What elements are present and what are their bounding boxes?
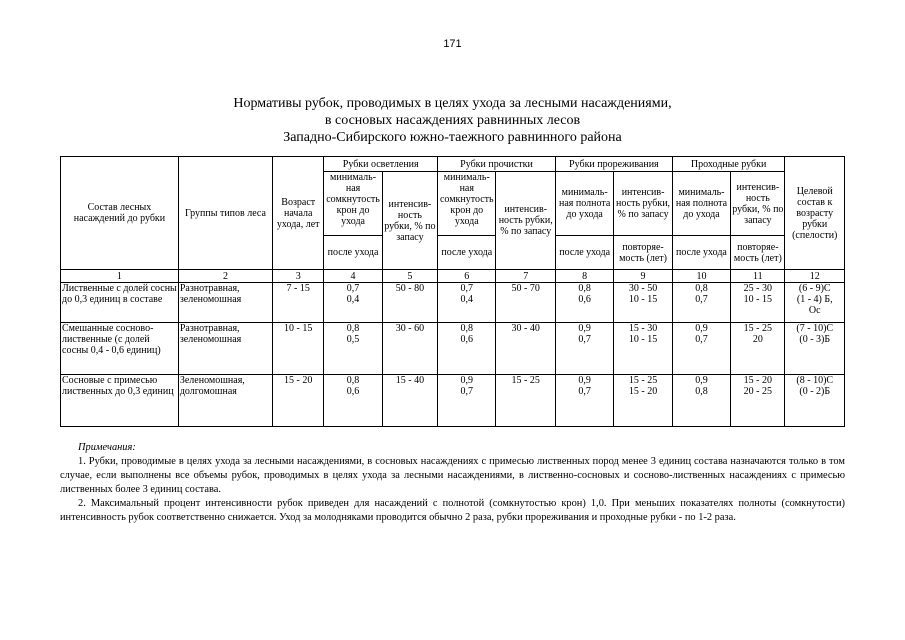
header-intensity: интенсив-ность рубки, % по запасу: [496, 172, 555, 270]
header-after-care: после ухода: [438, 236, 496, 270]
header-passing: Проходные рубки: [672, 157, 785, 172]
cell-value: 0,9 0,7: [438, 375, 496, 427]
column-number: 10: [672, 270, 730, 283]
column-number: 12: [785, 270, 845, 283]
cell-forest-types: Разнотравная, зеленомошная: [178, 283, 272, 323]
column-number: 11: [731, 270, 785, 283]
column-number: 1: [61, 270, 179, 283]
cell-value: 30 - 50 10 - 15: [614, 283, 672, 323]
cell-value: 0,8 0,7: [672, 283, 730, 323]
header-intensity: интенсив-ность рубки, % по запасу: [382, 172, 437, 270]
cell-value: 50 - 80: [382, 283, 437, 323]
header-age: Возраст начала ухода, лет: [273, 157, 324, 270]
cell-value: 15 - 25 15 - 20: [614, 375, 672, 427]
notes-header: Примечания:: [78, 442, 136, 453]
cell-value: 0,9 0,7: [555, 375, 613, 427]
cell-value: 30 - 40: [496, 323, 555, 375]
header-repeat: повторяе-мость (лет): [614, 236, 672, 270]
cell-age: 7 - 15: [273, 283, 324, 323]
cell-composition: Сосновые с примесью лиственных до 0,3 единиц: [61, 375, 179, 427]
cell-age: 10 - 15: [273, 323, 324, 375]
title-line-2: в сосновых насаждениях равнинных лесов: [324, 113, 581, 128]
header-thinning: Рубки прореживания: [555, 157, 672, 172]
cell-value: 15 - 30 10 - 15: [614, 323, 672, 375]
header-min-density-full: минималь-ная полнота до ухода: [555, 172, 613, 236]
header-after-care: после ухода: [672, 236, 730, 270]
header-min-density-full: минималь-ная полнота до ухода: [672, 172, 730, 236]
header-min-density-crown: минималь-ная сомкнутость крон до ухода: [438, 172, 496, 236]
cell-value: 0,9 0,8: [672, 375, 730, 427]
cell-forest-types: Разнотравная, зеленомошная: [178, 323, 272, 375]
cell-composition: Смешанные сосново-лиственные (с долей сосны 0,4 - 0,6 единиц): [61, 323, 179, 375]
column-numbers-row: [61, 270, 845, 283]
cell-value: 0,7 0,4: [438, 283, 496, 323]
header-repeat: повторяе-мость (лет): [731, 236, 785, 270]
header-lightening: Рубки осветления: [324, 157, 438, 172]
header-intensity: интенсив-ность рубки, % по запасу: [731, 172, 785, 236]
table-row: [61, 283, 845, 323]
cell-value: 0,7 0,4: [324, 283, 382, 323]
cell-forest-types: Зеленомошная, долгомошная: [178, 375, 272, 427]
cell-value: 15 - 25: [496, 375, 555, 427]
title-line-1: Нормативы рубок, проводимых в целях ухода за лесными насаждениями,: [233, 96, 672, 111]
cell-value: 15 - 20 20 - 25: [731, 375, 785, 427]
cell-value: 15 - 40: [382, 375, 437, 427]
cell-value: 15 - 25 20: [731, 323, 785, 375]
cell-value: 0,8 0,6: [555, 283, 613, 323]
header-after-care: после ухода: [324, 236, 382, 270]
header-composition: Состав лесных насаждений до рубки: [61, 157, 179, 270]
norms-table: [60, 156, 845, 427]
cell-composition: Лиственные с долей сосны до 0,3 единиц в составе: [61, 283, 179, 323]
notes-section: [60, 441, 845, 525]
cell-value: 30 - 60: [382, 323, 437, 375]
page-number: 171: [443, 38, 462, 50]
cell-value: 0,8 0,5: [324, 323, 382, 375]
cell-value: 50 - 70: [496, 283, 555, 323]
header-after-care: после ухода: [555, 236, 613, 270]
column-number: 7: [496, 270, 555, 283]
note-1: 1. Рубки, проводимые в целях ухода за лесными насаждениями, в сосновых насаждениях с примесью лиственных пород менее 3 единиц состава назначаются только в том случае, если выполнены все объемы рубок, проводимых в целях ухода за лесными насаждениями, в лиственно-сосновых и сосново-лиственных насаждениях с примесью лиственных более 3 единиц состава.: [60, 456, 845, 495]
column-number: 8: [555, 270, 613, 283]
column-number: 3: [273, 270, 324, 283]
cell-value: 25 - 30 10 - 15: [731, 283, 785, 323]
header-intensity: интенсив-ность рубки, % по запасу: [614, 172, 672, 236]
page-title: [0, 95, 905, 146]
column-number: 4: [324, 270, 382, 283]
header-min-density-crown: минималь-ная сомкнутость крон до ухода: [324, 172, 382, 236]
cell-target: (6 - 9)С (1 - 4) Б, Ос: [785, 283, 845, 323]
column-number: 6: [438, 270, 496, 283]
column-number: 5: [382, 270, 437, 283]
header-target-composition: Целевой состав к возрасту рубки (спелости): [785, 157, 845, 270]
title-line-3: Западно-Сибирского южно-таежного равнинного района: [283, 130, 622, 145]
cell-value: 0,8 0,6: [324, 375, 382, 427]
column-number: 9: [614, 270, 672, 283]
cell-target: (7 - 10)С (0 - 3)Б: [785, 323, 845, 375]
table-row: [61, 323, 845, 375]
cell-value: 0,9 0,7: [555, 323, 613, 375]
note-2: 2. Максимальный процент интенсивности рубок приведен для насаждений с полнотой (сомкнутостью крон) 1,0. При меньших показателях полноты (сомкнутости) интенсивность рубок соответственно снижается. Уход за молодняками проводится обычно 2 раза, рубки прореживания и проходные рубки - по 1-2 раза.: [60, 498, 845, 523]
cell-age: 15 - 20: [273, 375, 324, 427]
header-forest-types: Группы типов леса: [178, 157, 272, 270]
cell-target: (8 - 10)С (0 - 2)Б: [785, 375, 845, 427]
table-row: [61, 375, 845, 427]
header-cleaning: Рубки прочистки: [438, 157, 556, 172]
cell-value: 0,9 0,7: [672, 323, 730, 375]
cell-value: 0,8 0,6: [438, 323, 496, 375]
column-number: 2: [178, 270, 272, 283]
